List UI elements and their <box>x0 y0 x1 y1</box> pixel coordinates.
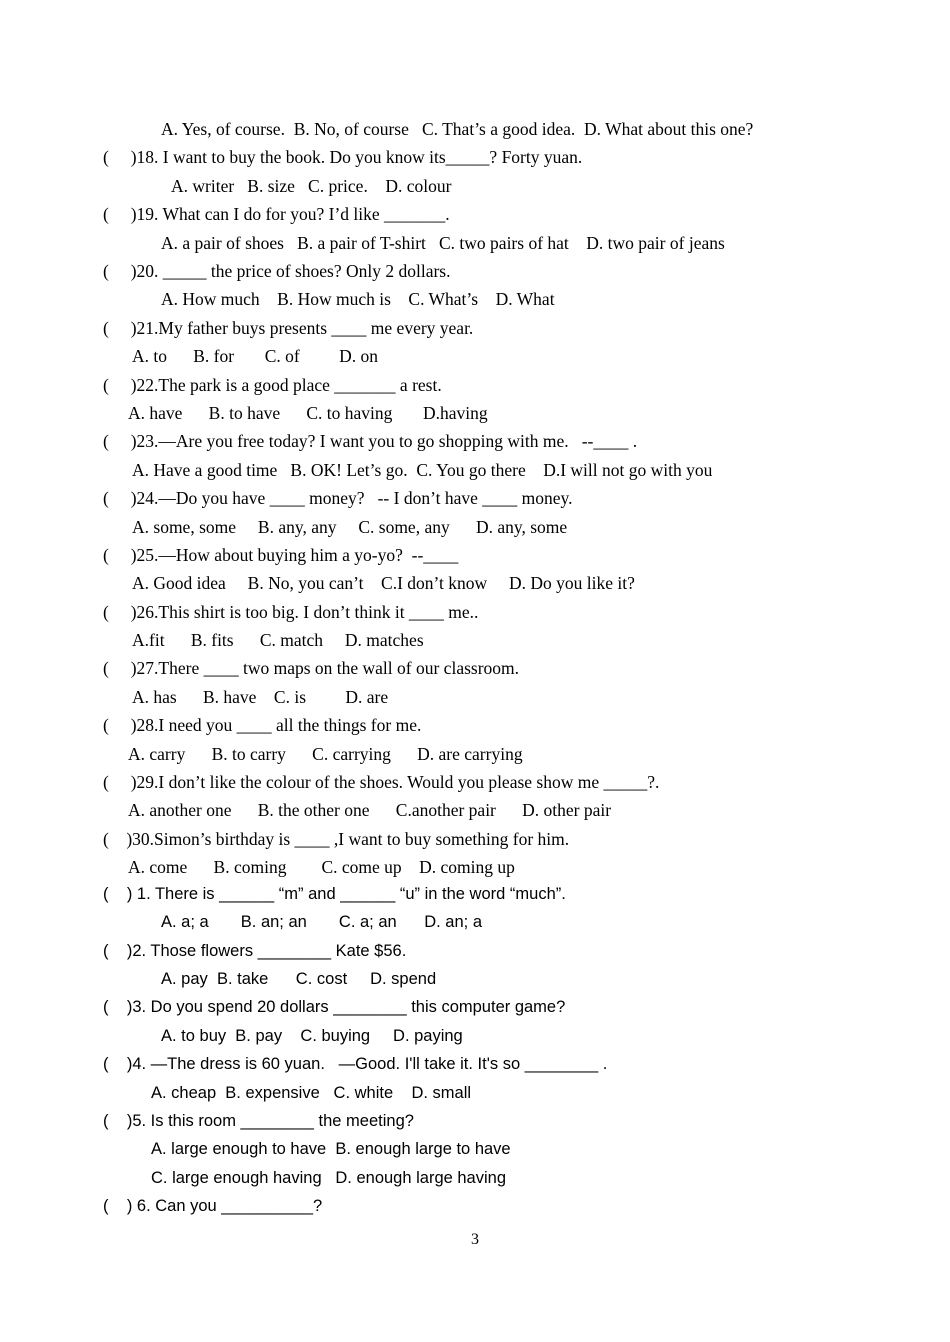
q18-question: ( )18. I want to buy the book. Do you know its_____? Forty yuan. <box>103 147 583 167</box>
q22-options: A. have B. to have C. to having D.having <box>128 403 488 423</box>
q20-options: A. How much B. How much is C. What’s D. What <box>161 289 555 309</box>
q28-question: ( )28.I need you ____ all the things for me. <box>103 715 422 735</box>
q26-options: A.fit B. fits C. match D. matches <box>132 630 424 650</box>
q27-question: ( )27.There ____ two maps on the wall of our classroom. <box>103 658 520 678</box>
q29-question: ( )29.I don’t like the colour of the shoes. Would you please show me _____?. <box>103 772 660 792</box>
q19-options: A. a pair of shoes B. a pair of T-shirt C. two pairs of hat D. two pair of jeans <box>161 233 725 253</box>
q24-options: A. some, some B. any, any C. some, any D. any, some <box>132 517 568 537</box>
q25-options: A. Good idea B. No, you can’t C.I don’t know D. Do you like it? <box>132 573 635 593</box>
q30-options: A. come B. coming C. come up D. coming up <box>128 857 515 877</box>
s2-q3-options: A. to buy B. pay C. buying D. paying <box>161 1027 463 1045</box>
s2-q2-options: A. pay B. take C. cost D. spend <box>161 970 437 988</box>
s2-q1-options: A. a; a B. an; an C. a; an D. an; a <box>161 913 482 931</box>
s2-q5-options-2: C. large enough having D. enough large having <box>151 1169 506 1187</box>
q23-options: A. Have a good time B. OK! Let’s go. C. You go there D.I will not go with you <box>132 460 713 480</box>
q21-options: A. to B. for C. of D. on <box>132 346 378 366</box>
q18-options: A. writer B. size C. price. D. colour <box>171 176 452 196</box>
q23-question: ( )23.—Are you free today? I want you to go shopping with me. --____ . <box>103 431 638 451</box>
q21-question: ( )21.My father buys presents ____ me every year. <box>103 318 474 338</box>
s2-q1-question: ( ) 1. There is ______ “m” and ______ “u” in the word “much”. <box>103 885 566 903</box>
q27-options: A. has B. have C. is D. are <box>132 687 389 707</box>
q24-question: ( )24.—Do you have ____ money? -- I don’t have ____ money. <box>103 488 573 508</box>
q29-options: A. another one B. the other one C.another pair D. other pair <box>128 800 612 820</box>
s2-q3-question: ( )3. Do you spend 20 dollars ________ this computer game? <box>103 998 566 1016</box>
s2-q4-question: ( )4. —The dress is 60 yuan. —Good. I'll take it. It's so ________ . <box>103 1055 608 1073</box>
s2-q5-question: ( )5. Is this room ________ the meeting? <box>103 1112 414 1130</box>
s2-q6-question: ( ) 6. Can you __________? <box>103 1197 323 1215</box>
q26-question: ( )26.This shirt is too big. I don’t think it ____ me.. <box>103 602 479 622</box>
q30-question: ( )30.Simon’s birthday is ____ ,I want to buy something for him. <box>103 829 570 849</box>
q28-options: A. carry B. to carry C. carrying D. are carrying <box>128 744 523 764</box>
q20-question: ( )20. _____ the price of shoes? Only 2 dollars. <box>103 261 451 281</box>
q17-options: A. Yes, of course. B. No, of course C. That’s a good idea. D. What about this one? <box>161 119 754 139</box>
q19-question: ( )19. What can I do for you? I’d like _______. <box>103 204 450 224</box>
s2-q4-options: A. cheap B. expensive C. white D. small <box>151 1084 472 1102</box>
page-number: 3 <box>471 1231 479 1248</box>
s2-q5-options-1: A. large enough to have B. enough large to have <box>151 1140 511 1158</box>
q25-question: ( )25.—How about buying him a yo-yo? --____ <box>103 545 459 565</box>
s2-q2-question: ( )2. Those flowers ________ Kate $56. <box>103 942 407 960</box>
q22-question: ( )22.The park is a good place _______ a rest. <box>103 375 442 395</box>
